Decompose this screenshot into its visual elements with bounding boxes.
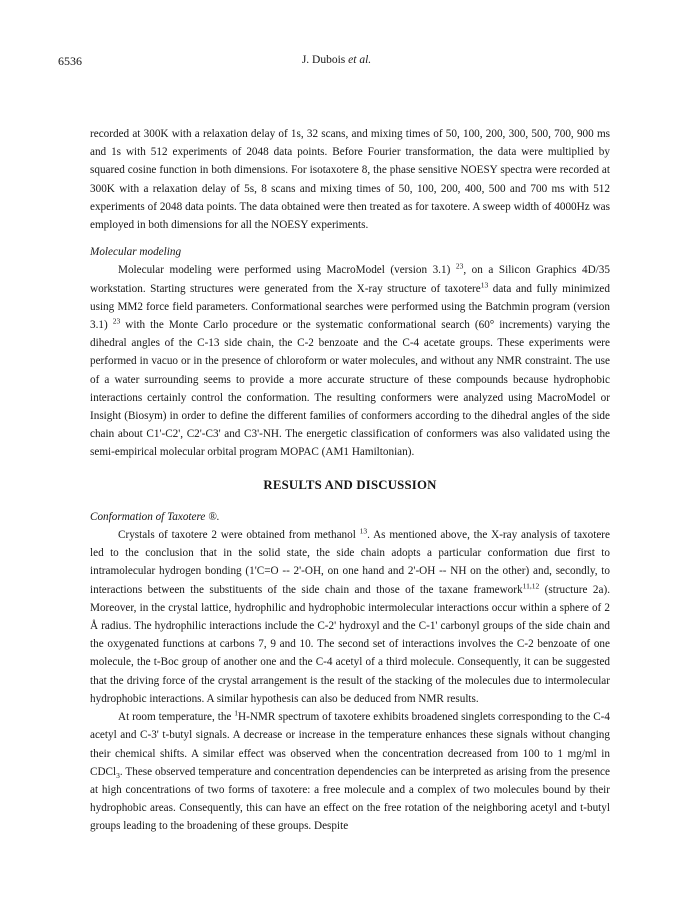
modeling-text-3: data and fully minimized using MM2 force field parameters. Conformational searches were performed using the Batchmin program (version 3.1) [90,282,610,332]
crystal-text-2: . As mentioned above, the X-ray analysis of taxotere led to the conclusion that in the solid state, the side chain adopts a particular conformation due first to intramolecular hydrogen bonding (1'C=O -- 2'-OH, on one hand and 2'-OH -- NH on the other) and, secondly, to interactions between the substituents of the side chain and those of the taxane framework [90,529,610,596]
modeling-text-4: with the Monte Carlo procedure or the systematic conformational search (60° increments) varying the dihedral angles of the C-13 side chain, the C-2 benzoate and the C-4 acetate groups. These experiments were performed in vacuo or in the presence of chloroform or water molecules, and without any NMR constraint. The use of a water surrounding seems to provide a more accurate structure of these compounds because hydrophobic interactions certainly control the conformation. The resulting conformers were analyzed using MacroModel or Insight (Biosym) in order to define the different families of conformers according to the dihedral angles of the side chain about C1'-C2', C2'-C3' and C3'-NH. The energetic classification of conformers was also validated using the semi-empirical molecular orbital program MOPAC (AM1 Hamiltonian). [90,319,610,459]
running-header-author [58,54,615,66]
noesy-methods-paragraph: recorded at 300K with a relaxation delay of 1s, 32 scans, and mixing times of 50, 100, 200, 300, 500, 700, 900 ms and 1s with 512 experiments of 2048 data points. Before Fourier transformation, the data were multiplied by squared cosine function in both dimensions. For isotaxotere 8, the phase sensitive NOESY spectra were recorded at 300K with a relaxation delay of 5s, 8 scans and mixing times of 50, 100, 200, 400, 500 and 700 ms with 512 experiments of 2048 data points. The data obtained were then treated as for taxotere. A sweep width of 4000Hz was employed in both dimensions for all the NOESY experiments. [90,128,610,232]
article-body [90,125,610,836]
page-number: 6536 [58,54,82,68]
molecular-modeling-paragraph [90,261,610,461]
superscript-1: 1 [234,708,239,718]
molecular-modeling-subheading: Molecular modeling [90,246,182,259]
subscript-3: 3 [116,770,120,780]
modeling-text-2: , on a Silicon Graphics 4D/35 workstation. Starting structures were generated from the X-ray structure of taxotere [90,264,610,295]
citation-ref-11-12: 11,12 [522,580,540,590]
citation-ref-23: 23 [112,316,121,326]
crystal-text-3: (structure 2a). Moreover, in the crystal lattice, hydrophilic and hydrophobic intermolecular interactions occur within a sphere of 2 Å radius. The hydrophilic interactions include the C-2' hydroxyl and the C-1' carbonyl groups of the side chain and the oxygenated functions at carbons 7, 9 and 10. The second set of interactions involves the C-2 benzoate of one molecule, the t-Boc group of another one and the C-4 acetyl of a third molecule. Consequently, it can be suggested that the driving force of the crystal arrangement is the result of the stacking of the molecules due to intermolecular hydrophobic interactions. A similar hypothesis can also be deduced from NMR results. [90,583,610,705]
running-header [58,54,615,70]
conformation-subheading: Conformation of Taxotere ®. [90,510,220,523]
nmr-text-3: . These observed temperature and concentration dependencies can be interpreted as arising from the presence at high concentrations of two forms of taxotere: a free molecule and a complex of two molecules bound by their hydrophobic areas. Consequently, this can have an effect on the free rotation of the neighboring acetyl and t-butyl groups leading to the broadening of these groups. Despite [90,765,610,833]
crystal-text-1: Crystals of taxotere 2 were obtained from methanol [118,529,360,542]
modeling-text-1: Molecular modeling were performed using MacroModel (version 3.1) [118,264,456,277]
author-name: J. Dubois [301,54,346,66]
results-section-heading: RESULTS AND DISCUSSION [263,477,437,492]
citation-ref-13: 13 [480,279,489,289]
citation-ref-23: 23 [455,261,464,271]
author-etal: et al. [348,54,372,66]
nmr-text-2: H-NMR spectrum of taxotere exhibits broadened singlets corresponding to the C-4 acetyl and C-3' t-butyl signals. A decrease or increase in the temperature enhances these signals without changing their chemical shifts. A similar effect was observed when the concentration decreased from 100 to 1 mg/ml in CDCl [90,711,611,778]
nmr-text-1: At room temperature, the [118,711,235,724]
crystal-structure-paragraph [90,526,610,708]
nmr-temperature-paragraph [90,708,610,835]
citation-ref-13: 13 [359,526,368,536]
